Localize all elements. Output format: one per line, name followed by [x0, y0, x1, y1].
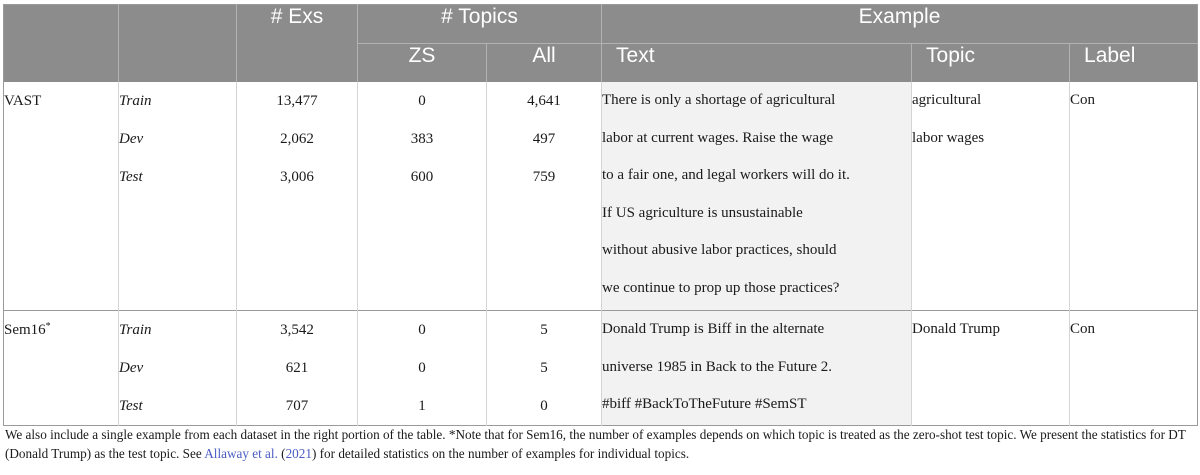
all-cell: 497 [487, 120, 602, 158]
citation-link-authors[interactable]: Allaway et al. [204, 445, 278, 461]
header-topic: Topic [912, 44, 1070, 83]
split-label: Test [119, 158, 237, 311]
header-blank-dataset [4, 5, 119, 44]
exs-cell: 3,542 [237, 311, 358, 350]
dataset-name-sem16: Sem16* [4, 311, 119, 426]
example-line: labor at current wages. Raise the wage [602, 129, 834, 146]
header-blank-dataset-2 [4, 44, 119, 83]
table-caption: We also include a single example from each dataset in the right portion of the table. *Note that for Sem16, the number of examples depends on which topic is treated as the zero-shot test topic. We present the statistics for DT (Donald Trump) as the test topic. See Allaway et al. (2021) for detailed statistics on the number of examples for individual topics. [5, 427, 1186, 461]
dataset-name-vast: VAST [4, 93, 42, 109]
zs-cell: 1 [358, 387, 487, 426]
zs-cell: 383 [358, 120, 487, 158]
example-text-sem16 [602, 311, 912, 426]
topic-line: agricultural [912, 92, 982, 108]
example-line: #biff #BackToTheFuture #SemST [602, 396, 807, 413]
example-line: Donald Trump is Biff in the alternate [602, 321, 825, 337]
split-label: Train [119, 311, 237, 350]
example-line: we continue to prop up those practices? [602, 279, 840, 296]
example-label-sem16: Con [1070, 311, 1198, 426]
zs-cell: 600 [358, 158, 487, 311]
all-cell: 5 [487, 311, 602, 350]
all-cell: 5 [487, 349, 602, 387]
example-line: If US agriculture is unsustainable [602, 204, 803, 221]
header-blank-exs-2 [237, 44, 358, 83]
split-label: Train [119, 82, 237, 120]
header-blank-split [119, 5, 237, 44]
example-line: universe 1985 in Back to the Future 2. [602, 358, 832, 375]
split-label: Test [119, 387, 237, 426]
example-line: without abusive labor practices, should [602, 242, 837, 259]
example-text-vast [602, 82, 912, 311]
header-exs: # Exs [237, 5, 358, 44]
topic-line: Donald Trump [912, 321, 1000, 337]
zs-cell: 0 [358, 82, 487, 120]
header-text: Text [602, 44, 912, 83]
all-cell: 0 [487, 387, 602, 426]
example-topic-sem16 [912, 311, 1070, 426]
split-label: Dev [119, 120, 237, 158]
example-topic-vast [912, 82, 1070, 311]
table-row [4, 311, 1198, 350]
example-line: to a fair one, and legal workers will do it. [602, 167, 850, 184]
split-label: Dev [119, 349, 237, 387]
zs-cell: 0 [358, 311, 487, 350]
table-row [4, 82, 1198, 120]
exs-cell: 621 [237, 349, 358, 387]
header-zs: ZS [358, 44, 487, 83]
exs-cell: 2,062 [237, 120, 358, 158]
all-cell: 4,641 [487, 82, 602, 120]
example-label-vast: Con [1070, 82, 1198, 311]
exs-cell: 13,477 [237, 82, 358, 120]
header-example: Example [602, 5, 1198, 44]
example-line: There is only a shortage of agricultural [602, 92, 836, 108]
citation-link-year[interactable]: 2021 [285, 445, 312, 461]
header-topics: # Topics [358, 5, 602, 44]
header-label: Label [1070, 44, 1198, 83]
exs-cell: 3,006 [237, 158, 358, 311]
topic-line: labor wages [912, 129, 985, 146]
zs-cell: 0 [358, 349, 487, 387]
header-all: All [487, 44, 602, 83]
dataset-statistics-table [3, 4, 1198, 426]
header-blank-split-2 [119, 44, 237, 83]
all-cell: 759 [487, 158, 602, 311]
exs-cell: 707 [237, 387, 358, 426]
